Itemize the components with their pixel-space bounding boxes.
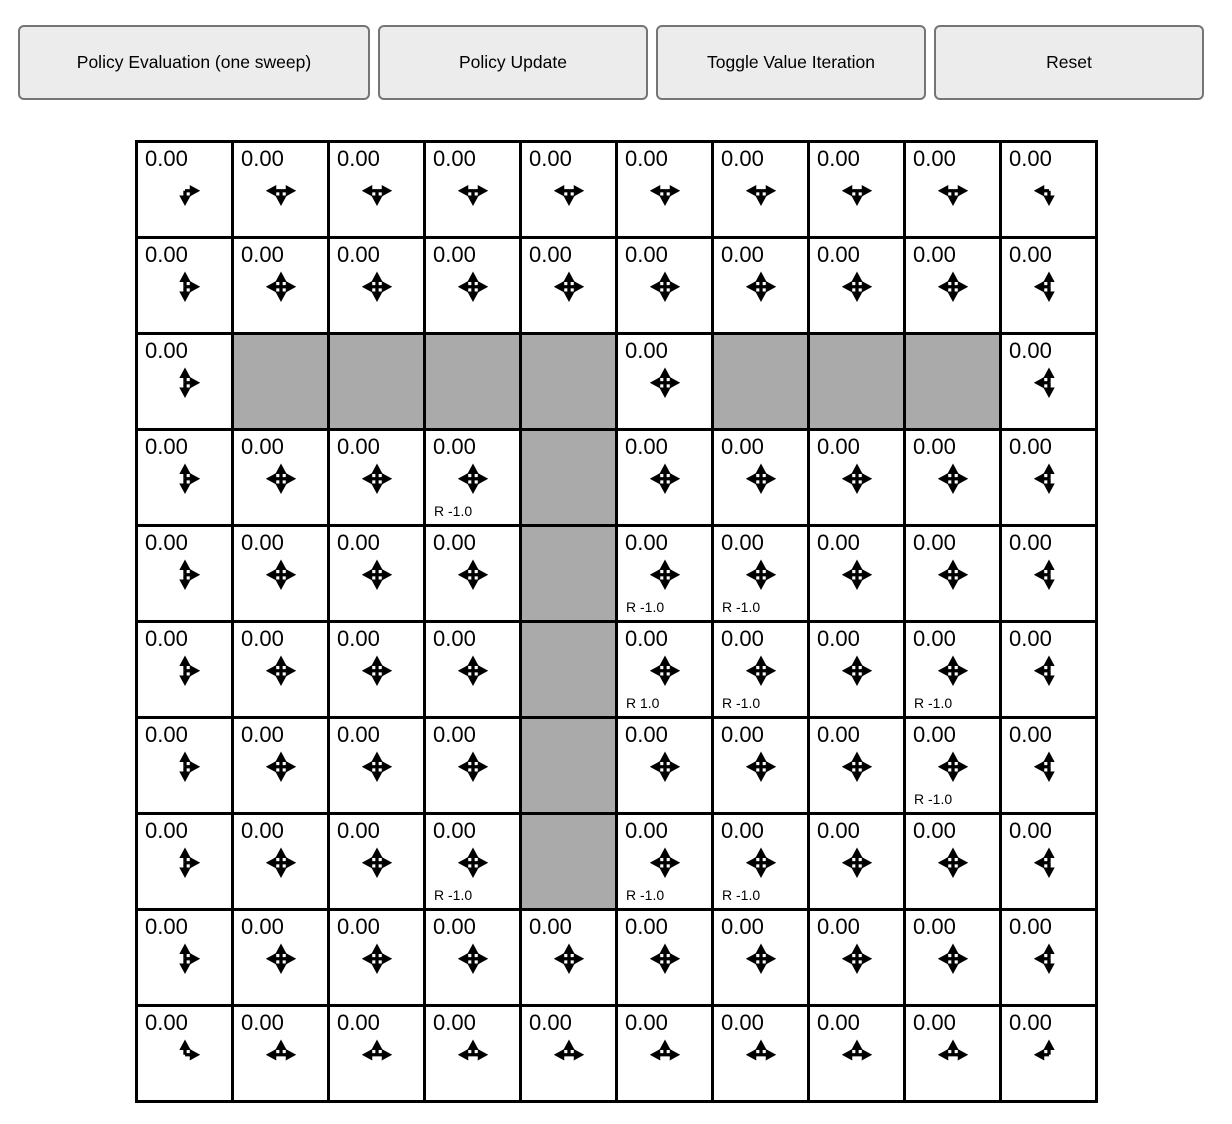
cell-value: 0.00 xyxy=(913,914,956,939)
policy-arrows-icon xyxy=(838,267,876,305)
policy-arrows-icon xyxy=(358,651,396,689)
grid-cell xyxy=(330,719,423,812)
grid-cell xyxy=(1002,911,1095,1004)
policy-arrows-icon xyxy=(646,459,684,497)
grid-cell xyxy=(714,239,807,332)
cell-value: 0.00 xyxy=(1009,242,1052,267)
cell-value: 0.00 xyxy=(721,914,764,939)
policy-arrows-icon xyxy=(742,1035,780,1073)
grid-cell xyxy=(522,239,615,332)
cell-value: 0.00 xyxy=(721,530,764,555)
policy-arrows-icon xyxy=(646,555,684,593)
policy-arrows-icon xyxy=(838,939,876,977)
wall-cell xyxy=(330,335,423,428)
policy-arrows-icon xyxy=(550,939,588,977)
policy-arrows-icon xyxy=(646,1035,684,1073)
grid-cell xyxy=(618,815,711,908)
grid-cell xyxy=(618,143,711,236)
reward-label: R -1.0 xyxy=(434,503,473,519)
policy-arrows-icon xyxy=(358,1035,396,1073)
policy-arrows-icon xyxy=(934,267,972,305)
cell-value: 0.00 xyxy=(241,146,284,171)
policy-arrows-icon xyxy=(1030,363,1068,401)
cell-value: 0.00 xyxy=(145,242,188,267)
policy-arrows-icon xyxy=(934,939,972,977)
policy-arrows-icon xyxy=(742,843,780,881)
reward-label: R -1.0 xyxy=(914,695,953,711)
policy-arrows-icon xyxy=(358,939,396,977)
cell-value: 0.00 xyxy=(337,146,380,171)
policy-evaluation-button[interactable]: Policy Evaluation (one sweep) xyxy=(18,25,370,100)
policy-arrows-icon xyxy=(646,939,684,977)
policy-arrows-icon xyxy=(454,843,492,881)
grid-cell xyxy=(426,815,519,908)
policy-arrows-icon xyxy=(262,1035,300,1073)
policy-arrows-icon xyxy=(742,171,780,209)
policy-arrows-icon xyxy=(166,651,204,689)
reward-label: R -1.0 xyxy=(626,599,665,615)
policy-arrows-icon xyxy=(742,459,780,497)
policy-arrows-icon xyxy=(358,171,396,209)
cell-value: 0.00 xyxy=(145,626,188,651)
grid-cell xyxy=(810,815,903,908)
policy-arrows-icon xyxy=(1030,747,1068,785)
policy-arrows-icon xyxy=(550,267,588,305)
cell-value: 0.00 xyxy=(145,914,188,939)
cell-value: 0.00 xyxy=(145,146,188,171)
cell-value: 0.00 xyxy=(721,434,764,459)
policy-arrows-icon xyxy=(262,171,300,209)
cell-value: 0.00 xyxy=(145,434,188,459)
grid-cell xyxy=(330,1007,423,1100)
grid-cell xyxy=(330,431,423,524)
cell-value: 0.00 xyxy=(241,434,284,459)
policy-arrows-icon xyxy=(454,267,492,305)
cell-value: 0.00 xyxy=(337,914,380,939)
policy-arrows-icon xyxy=(262,939,300,977)
grid-cell xyxy=(330,143,423,236)
cell-value: 0.00 xyxy=(913,434,956,459)
wall-cell xyxy=(522,719,615,812)
grid-cell xyxy=(714,431,807,524)
cell-value: 0.00 xyxy=(817,242,860,267)
cell-value: 0.00 xyxy=(241,242,284,267)
grid-cell xyxy=(426,143,519,236)
reward-label: R 1.0 xyxy=(626,695,660,711)
policy-arrows-icon xyxy=(358,459,396,497)
cell-value: 0.00 xyxy=(625,626,668,651)
cell-value: 0.00 xyxy=(817,434,860,459)
grid-cell xyxy=(714,1007,807,1100)
policy-arrows-icon xyxy=(454,555,492,593)
grid-cell xyxy=(426,623,519,716)
grid-cell xyxy=(714,623,807,716)
grid-cell xyxy=(522,1007,615,1100)
grid-cell xyxy=(810,239,903,332)
cell-value: 0.00 xyxy=(433,722,476,747)
grid-cell xyxy=(618,431,711,524)
cell-value: 0.00 xyxy=(433,914,476,939)
toolbar xyxy=(0,0,1232,100)
policy-arrows-icon xyxy=(262,747,300,785)
reward-label: R -1.0 xyxy=(434,887,473,903)
cell-value: 0.00 xyxy=(913,146,956,171)
wall-cell xyxy=(522,815,615,908)
cell-value: 0.00 xyxy=(817,818,860,843)
grid-cell xyxy=(138,719,231,812)
grid-cell xyxy=(1002,239,1095,332)
reset-button[interactable]: Reset xyxy=(934,25,1204,100)
cell-value: 0.00 xyxy=(721,818,764,843)
cell-value: 0.00 xyxy=(1009,338,1052,363)
grid-cell xyxy=(714,911,807,1004)
grid-cell xyxy=(810,1007,903,1100)
grid-cell xyxy=(714,815,807,908)
policy-arrows-icon xyxy=(454,459,492,497)
cell-value: 0.00 xyxy=(721,1010,764,1035)
grid-cell xyxy=(330,815,423,908)
cell-value: 0.00 xyxy=(625,146,668,171)
grid-cell xyxy=(522,911,615,1004)
grid-cell xyxy=(234,623,327,716)
cell-value: 0.00 xyxy=(433,242,476,267)
policy-arrows-icon xyxy=(646,747,684,785)
cell-value: 0.00 xyxy=(529,1010,572,1035)
policy-arrows-icon xyxy=(550,171,588,209)
cell-value: 0.00 xyxy=(1009,722,1052,747)
policy-arrows-icon xyxy=(262,459,300,497)
grid-cell xyxy=(522,143,615,236)
cell-value: 0.00 xyxy=(433,530,476,555)
cell-value: 0.00 xyxy=(433,146,476,171)
cell-value: 0.00 xyxy=(529,146,572,171)
grid-cell xyxy=(906,623,999,716)
grid-cell xyxy=(330,239,423,332)
grid-world xyxy=(135,140,1098,1103)
policy-arrows-icon xyxy=(166,1035,204,1073)
policy-arrows-icon xyxy=(838,651,876,689)
policy-arrows-icon xyxy=(166,843,204,881)
grid-cell xyxy=(138,143,231,236)
grid-cell xyxy=(138,815,231,908)
grid-cell xyxy=(1002,335,1095,428)
grid-cell xyxy=(426,431,519,524)
grid-cell xyxy=(426,719,519,812)
cell-value: 0.00 xyxy=(817,914,860,939)
grid-cell xyxy=(810,143,903,236)
cell-value: 0.00 xyxy=(433,818,476,843)
policy-arrows-icon xyxy=(934,651,972,689)
grid-cell xyxy=(138,335,231,428)
cell-value: 0.00 xyxy=(241,1010,284,1035)
policy-arrows-icon xyxy=(166,363,204,401)
cell-value: 0.00 xyxy=(625,914,668,939)
cell-value: 0.00 xyxy=(529,242,572,267)
cell-value: 0.00 xyxy=(625,722,668,747)
cell-value: 0.00 xyxy=(913,626,956,651)
grid-cell xyxy=(234,911,327,1004)
cell-value: 0.00 xyxy=(913,530,956,555)
wall-cell xyxy=(522,431,615,524)
policy-arrows-icon xyxy=(1030,1035,1068,1073)
reward-label: R -1.0 xyxy=(722,599,761,615)
policy-arrows-icon xyxy=(166,171,204,209)
cell-value: 0.00 xyxy=(433,434,476,459)
policy-arrows-icon xyxy=(934,171,972,209)
cell-value: 0.00 xyxy=(913,1010,956,1035)
wall-cell xyxy=(522,623,615,716)
policy-arrows-icon xyxy=(1030,843,1068,881)
policy-arrows-icon xyxy=(646,651,684,689)
grid-cell xyxy=(906,239,999,332)
grid-cell xyxy=(906,431,999,524)
grid-cell xyxy=(906,1007,999,1100)
policy-arrows-icon xyxy=(1030,171,1068,209)
cell-value: 0.00 xyxy=(625,1010,668,1035)
grid-cell xyxy=(426,239,519,332)
wall-cell xyxy=(426,335,519,428)
policy-arrows-icon xyxy=(358,555,396,593)
grid-cell xyxy=(810,911,903,1004)
grid-cell xyxy=(234,239,327,332)
wall-cell xyxy=(906,335,999,428)
policy-arrows-icon xyxy=(742,267,780,305)
grid-cell xyxy=(1002,1007,1095,1100)
cell-value: 0.00 xyxy=(529,914,572,939)
policy-arrows-icon xyxy=(838,1035,876,1073)
policy-arrows-icon xyxy=(646,843,684,881)
policy-arrows-icon xyxy=(166,939,204,977)
wall-cell xyxy=(714,335,807,428)
policy-arrows-icon xyxy=(934,555,972,593)
grid-cell xyxy=(906,719,999,812)
policy-arrows-icon xyxy=(646,363,684,401)
grid-cell xyxy=(138,431,231,524)
cell-value: 0.00 xyxy=(721,626,764,651)
policy-arrows-icon xyxy=(262,555,300,593)
cell-value: 0.00 xyxy=(1009,818,1052,843)
toggle-value-iteration-button[interactable]: Toggle Value Iteration xyxy=(656,25,926,100)
cell-value: 0.00 xyxy=(817,626,860,651)
policy-arrows-icon xyxy=(1030,651,1068,689)
grid-cell xyxy=(714,527,807,620)
grid-cell xyxy=(138,623,231,716)
grid-cell xyxy=(618,623,711,716)
reward-label: R -1.0 xyxy=(626,887,665,903)
policy-arrows-icon xyxy=(358,843,396,881)
cell-value: 0.00 xyxy=(337,242,380,267)
cell-value: 0.00 xyxy=(145,530,188,555)
grid-cell xyxy=(714,143,807,236)
grid-cell xyxy=(714,719,807,812)
grid-cell xyxy=(810,431,903,524)
grid-cell xyxy=(330,623,423,716)
grid-cell xyxy=(810,623,903,716)
grid-cell xyxy=(234,719,327,812)
policy-arrows-icon xyxy=(262,651,300,689)
policy-arrows-icon xyxy=(358,267,396,305)
cell-value: 0.00 xyxy=(433,1010,476,1035)
cell-value: 0.00 xyxy=(817,146,860,171)
grid-cell xyxy=(234,527,327,620)
policy-update-button[interactable]: Policy Update xyxy=(378,25,648,100)
cell-value: 0.00 xyxy=(1009,914,1052,939)
cell-value: 0.00 xyxy=(721,146,764,171)
policy-arrows-icon xyxy=(358,747,396,785)
grid-cell xyxy=(234,143,327,236)
grid-cell xyxy=(138,239,231,332)
cell-value: 0.00 xyxy=(721,722,764,747)
policy-arrows-icon xyxy=(454,651,492,689)
cell-value: 0.00 xyxy=(241,722,284,747)
wall-cell xyxy=(810,335,903,428)
grid-cell xyxy=(810,719,903,812)
policy-arrows-icon xyxy=(1030,939,1068,977)
cell-value: 0.00 xyxy=(913,818,956,843)
policy-arrows-icon xyxy=(166,555,204,593)
grid-cell xyxy=(1002,815,1095,908)
policy-arrows-icon xyxy=(262,843,300,881)
grid-cell xyxy=(234,431,327,524)
cell-value: 0.00 xyxy=(817,1010,860,1035)
policy-arrows-icon xyxy=(934,747,972,785)
cell-value: 0.00 xyxy=(625,242,668,267)
cell-value: 0.00 xyxy=(241,914,284,939)
cell-value: 0.00 xyxy=(145,722,188,747)
grid-cell xyxy=(426,911,519,1004)
policy-arrows-icon xyxy=(454,939,492,977)
grid-cell xyxy=(1002,623,1095,716)
policy-arrows-icon xyxy=(1030,267,1068,305)
grid-cell xyxy=(618,911,711,1004)
policy-arrows-icon xyxy=(838,459,876,497)
grid-cell xyxy=(1002,719,1095,812)
grid-cell xyxy=(1002,143,1095,236)
cell-value: 0.00 xyxy=(913,722,956,747)
policy-arrows-icon xyxy=(550,1035,588,1073)
policy-arrows-icon xyxy=(646,171,684,209)
cell-value: 0.00 xyxy=(337,722,380,747)
grid-cell xyxy=(234,815,327,908)
cell-value: 0.00 xyxy=(337,434,380,459)
grid-cell xyxy=(618,527,711,620)
wall-cell xyxy=(234,335,327,428)
grid-cell xyxy=(330,527,423,620)
policy-arrows-icon xyxy=(166,267,204,305)
policy-arrows-icon xyxy=(454,1035,492,1073)
cell-value: 0.00 xyxy=(1009,146,1052,171)
grid-cell xyxy=(1002,527,1095,620)
wall-cell xyxy=(522,527,615,620)
cell-value: 0.00 xyxy=(337,1010,380,1035)
cell-value: 0.00 xyxy=(817,530,860,555)
cell-value: 0.00 xyxy=(145,818,188,843)
cell-value: 0.00 xyxy=(721,242,764,267)
policy-arrows-icon xyxy=(934,1035,972,1073)
cell-value: 0.00 xyxy=(241,626,284,651)
policy-arrows-icon xyxy=(742,747,780,785)
policy-arrows-icon xyxy=(1030,555,1068,593)
grid-cell xyxy=(138,911,231,1004)
grid-cell xyxy=(618,1007,711,1100)
grid-cell xyxy=(330,911,423,1004)
policy-arrows-icon xyxy=(262,267,300,305)
policy-arrows-icon xyxy=(166,459,204,497)
policy-arrows-icon xyxy=(742,651,780,689)
policy-arrows-icon xyxy=(838,747,876,785)
policy-arrows-icon xyxy=(934,459,972,497)
reward-label: R -1.0 xyxy=(722,695,761,711)
grid-cell xyxy=(426,527,519,620)
cell-value: 0.00 xyxy=(625,818,668,843)
cell-value: 0.00 xyxy=(241,818,284,843)
cell-value: 0.00 xyxy=(433,626,476,651)
grid-cell xyxy=(906,143,999,236)
cell-value: 0.00 xyxy=(625,434,668,459)
grid-cell xyxy=(810,527,903,620)
grid-cell xyxy=(618,335,711,428)
grid-cell xyxy=(906,911,999,1004)
grid-cell xyxy=(1002,431,1095,524)
grid-cell xyxy=(906,815,999,908)
grid-cell xyxy=(618,719,711,812)
grid-cell xyxy=(138,527,231,620)
policy-arrows-icon xyxy=(742,939,780,977)
policy-arrows-icon xyxy=(838,555,876,593)
grid-cell xyxy=(618,239,711,332)
cell-value: 0.00 xyxy=(1009,626,1052,651)
grid-cell xyxy=(234,1007,327,1100)
wall-cell xyxy=(522,335,615,428)
cell-value: 0.00 xyxy=(337,626,380,651)
policy-arrows-icon xyxy=(454,171,492,209)
policy-arrows-icon xyxy=(742,555,780,593)
cell-value: 0.00 xyxy=(1009,530,1052,555)
policy-arrows-icon xyxy=(1030,459,1068,497)
cell-value: 0.00 xyxy=(145,1010,188,1035)
cell-value: 0.00 xyxy=(1009,1010,1052,1035)
cell-value: 0.00 xyxy=(337,530,380,555)
policy-arrows-icon xyxy=(934,843,972,881)
cell-value: 0.00 xyxy=(625,530,668,555)
policy-arrows-icon xyxy=(646,267,684,305)
cell-value: 0.00 xyxy=(241,530,284,555)
cell-value: 0.00 xyxy=(817,722,860,747)
policy-arrows-icon xyxy=(838,171,876,209)
cell-value: 0.00 xyxy=(337,818,380,843)
reward-label: R -1.0 xyxy=(914,791,953,807)
cell-value: 0.00 xyxy=(145,338,188,363)
cell-value: 0.00 xyxy=(1009,434,1052,459)
policy-arrows-icon xyxy=(838,843,876,881)
policy-arrows-icon xyxy=(166,747,204,785)
cell-value: 0.00 xyxy=(913,242,956,267)
reward-label: R -1.0 xyxy=(722,887,761,903)
grid-cell xyxy=(138,1007,231,1100)
cell-value: 0.00 xyxy=(625,338,668,363)
grid-cell xyxy=(906,527,999,620)
policy-arrows-icon xyxy=(454,747,492,785)
grid-cell xyxy=(426,1007,519,1100)
